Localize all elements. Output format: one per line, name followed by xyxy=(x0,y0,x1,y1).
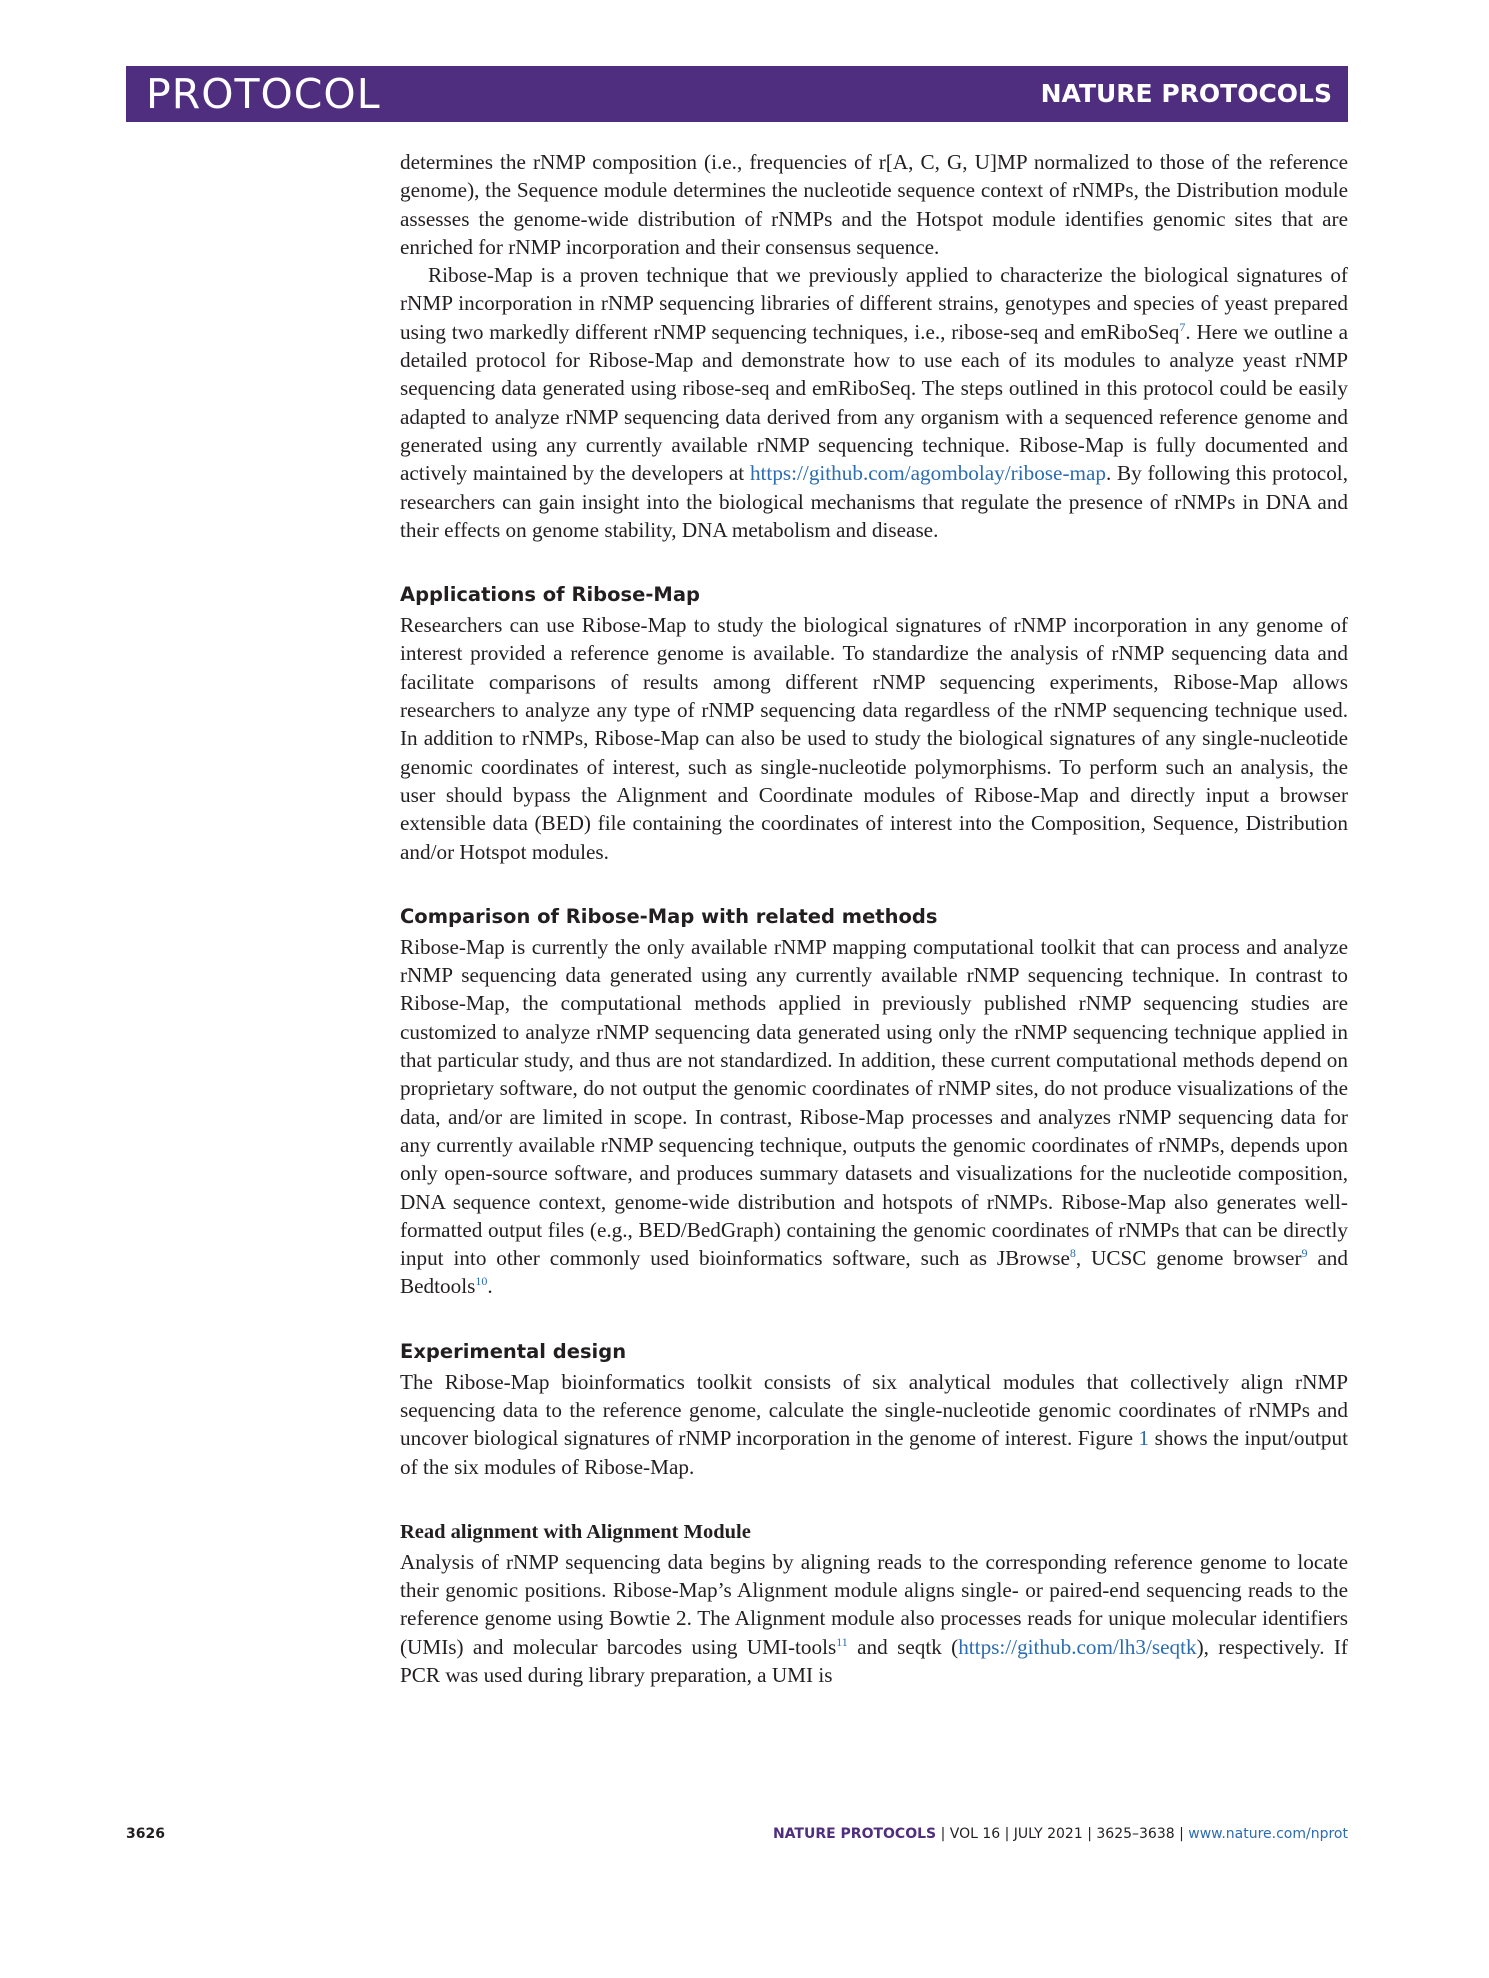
paragraph-1: determines the rNMP composition (i.e., frequencies of r[A, C, G, U]MP normalized to those of the reference genome), the Sequence module determines the nucleotide sequence context of rNMPs, the Distribution module assesses the genome-wide distribution of rNMPs and the Hotspot module identifies genomic sites that are enriched for rNMP incorporation and their consensus sequence. xyxy=(400,150,1348,259)
journal-title: NATURE PROTOCOLS xyxy=(1040,79,1332,108)
text-segment: shows the input/output of the six modules of Ribose-Map. xyxy=(400,1426,1348,1479)
footer-separator: | xyxy=(1000,1826,1014,1842)
paragraph-comparison xyxy=(400,933,1348,1301)
reference-8[interactable]: 8 xyxy=(1069,1246,1076,1261)
paragraph-2 xyxy=(400,261,1348,544)
text-segment: and Bedtools xyxy=(400,1246,1348,1299)
header-banner xyxy=(126,66,1348,122)
reference-7[interactable]: 7 xyxy=(1179,319,1186,334)
paragraph-experimental-design xyxy=(400,1368,1348,1481)
text-segment: . xyxy=(487,1274,493,1299)
footer-date: JULY 2021 xyxy=(1013,1826,1083,1842)
text-segment: Ribose-Map is currently the only available rNMP mapping computational toolkit that can process and analyze rNMP sequencing data generated using any currently available rNMP sequencing technique. In contrast to Ribose-Map, the computational methods applied in previously published rNMP sequencing studies are customized to analyze rNMP sequencing data generated using only the rNMP sequencing technique applied in that particular study, and thus are not standardized. In addition, these current computational methods depend on proprietary software, do not output the genomic coordinates of rNMP sites, do not produce visualizations of the data, and/or are limited in scope. In contrast, Ribose-Map processes and analyzes rNMP sequencing data for any currently available rNMP sequencing technique, outputs the genomic coordinates of rNMPs, depends upon only open-source software, and produces summary datasets and visualizations for the nucleotide composition, DNA sequence context, genome-wide distribution and hotspots of rNMPs. Ribose-Map also generates well-formatted output files (e.g., BED/BedGraph) containing the genomic coordinates of rNMPs that can be directly input into other commonly used bioinformatics software, such as JBrowse xyxy=(400,934,1348,1271)
footer-volume: VOL 16 xyxy=(949,1826,1001,1842)
heading-read-alignment: Read alignment with Alignment Module xyxy=(400,1520,751,1543)
paragraph-applications: Researchers can use Ribose-Map to study the biological signatures of rNMP incorporation in any genome of interest provided a reference genome is available. To standardize the analysis of rNMP sequencing data and facilitate comparisons of results among different rNMP sequencing experiments, Ribose-Map allows researchers to analyze any type of rNMP sequencing data regardless of the rNMP sequencing technique used. In addition to rNMPs, Ribose-Map can also be used to study the biological signatures of any single-nucleotide genomic coordinates of interest, such as single-nucleotide polymorphisms. To perform such an analysis, the user should bypass the Alignment and Coordinate modules of Ribose-Map and directly input a browser extensible data (BED) file containing the coordinates of interest into the Composition, Sequence, Distribution and/or Hotspot modules. xyxy=(400,613,1348,864)
footer-separator: | xyxy=(936,1826,950,1842)
footer-journal: NATURE PROTOCOLS xyxy=(772,1826,937,1842)
text-segment: , UCSC genome browser xyxy=(1075,1246,1302,1271)
text-segment: ), respectively. If PCR was used during library preparation, a UMI is xyxy=(400,1634,1348,1688)
reference-9[interactable]: 9 xyxy=(1301,1246,1308,1261)
reference-11[interactable]: 11 xyxy=(836,1634,848,1649)
heading-comparison: Comparison of Ribose-Map with related methods xyxy=(400,904,938,928)
section-label: PROTOCOL xyxy=(146,70,381,118)
text-segment: Ribose-Map is a proven technique that we previously applied to characterize the biological signatures of rNMP incorporation in rNMP sequencing libraries of different strains, genotypes and species of yeast prepared using two markedly different rNMP sequencing techniques, i.e., ribose-seq and emRiboSeq xyxy=(400,263,1348,344)
footer-citation xyxy=(773,1826,1348,1842)
ribose-map-github-link[interactable]: https://github.com/agombolay/ribose-map xyxy=(749,461,1106,486)
figure-1-link[interactable]: 1 xyxy=(1138,1426,1150,1451)
text-segment: Analysis of rNMP sequencing data begins by aligning reads to the corresponding reference genome to locate their genomic positions. Ribose-Map’s Alignment module aligns single- or paired-end sequencing reads to the reference genome using Bowtie 2. The Alignment module also processes reads for unique molecular identifiers (UMIs) and molecular barcodes using UMI-tools xyxy=(400,1549,1348,1659)
text-segment: The Ribose-Map bioinformatics toolkit consists of six analytical modules that collectively align rNMP sequencing data to the reference genome, calculate the single-nucleotide genomic coordinates of rNMPs and uncover biological signatures of rNMP incorporation in the genome of interest. Figure xyxy=(400,1369,1348,1451)
footer-separator: | xyxy=(1174,1826,1189,1842)
heading-experimental-design: Experimental design xyxy=(400,1339,627,1363)
article-body xyxy=(400,148,1348,1689)
text-segment: . Here we outline a detailed protocol for Ribose-Map and demonstrate how to use each of its modules to analyze yeast rNMP sequencing data generated using ribose-seq and emRiboSeq. The steps outlined in this protocol could be easily adapted to analyze rNMP sequencing data derived from any organism with a sequenced reference genome and generated using any currently available rNMP sequencing technique. Ribose-Map is fully documented and actively maintained by the developers at xyxy=(400,319,1349,486)
footer-separator: | xyxy=(1082,1826,1097,1842)
page-number: 3626 xyxy=(126,1826,165,1842)
paragraph-read-alignment xyxy=(400,1548,1348,1689)
text-segment: and seqtk ( xyxy=(847,1634,959,1659)
text-segment: . By following this protocol, researchers can gain insight into the biological mechanisms that regulate the presence of rNMPs in DNA and their effects on genome stability, DNA metabolism and disease. xyxy=(400,461,1348,542)
heading-applications: Applications of Ribose-Map xyxy=(400,583,700,607)
footer-pages: 3625–3638 xyxy=(1096,1826,1175,1842)
reference-10[interactable]: 10 xyxy=(475,1274,488,1289)
seqtk-github-link[interactable]: https://github.com/lh3/seqtk xyxy=(958,1634,1197,1659)
footer-url-link[interactable]: www.nature.com/nprot xyxy=(1188,1826,1348,1842)
